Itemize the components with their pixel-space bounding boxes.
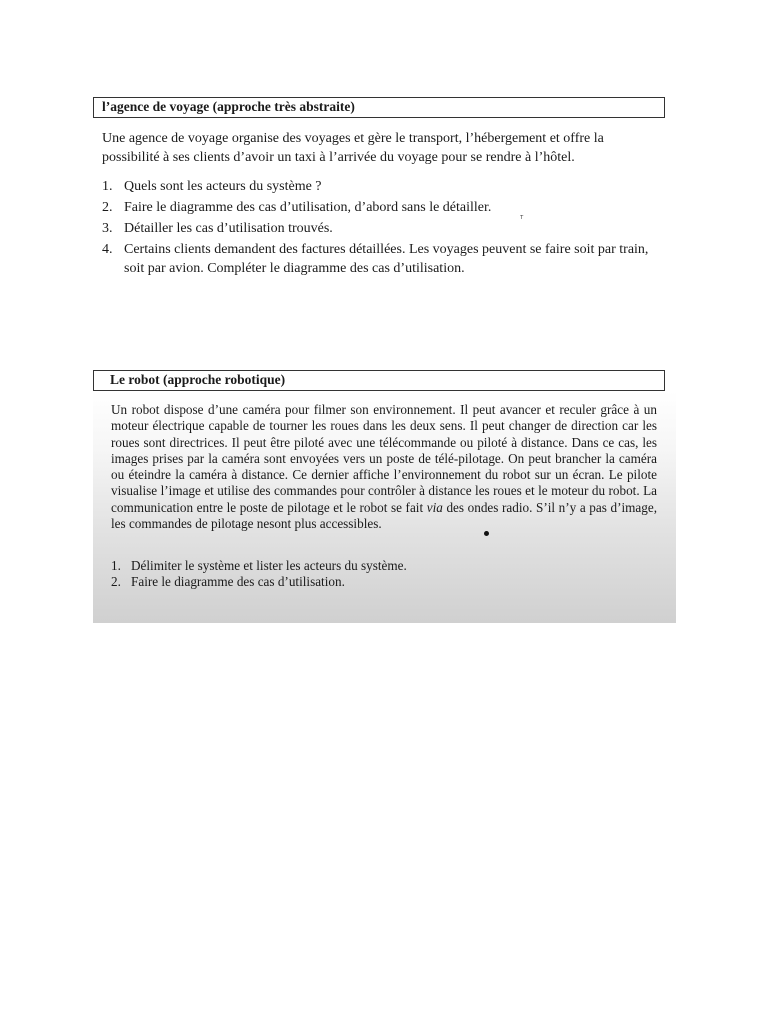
question-number: 4. — [102, 242, 113, 257]
robot-description-italic: via — [426, 499, 443, 515]
travel-agency-description: Une agence de voyage organise des voyages et gère le transport, l’hébergement et offre la possibilité à ses clients d’avoir un taxi à l’arrivée du voyage pour se rendre à l’hôtel. — [102, 131, 604, 165]
question-text: Détailler les cas d’utilisation trouvés. — [124, 221, 333, 236]
section-title-travel-agency: l’agence de voyage (approche très abstraite) — [93, 97, 665, 118]
robot-description-part2: des ondes radio. S’il n’y a pas d’image, les commandes de pilotage nesont plus accessibles. — [111, 499, 657, 532]
bullet-dot — [484, 531, 489, 536]
question-text: Quels sont les acteurs du système ? — [124, 179, 322, 194]
section-title-robot: Le robot (approche robotique) — [93, 370, 665, 391]
question-text: Faire le diagramme des cas d’utilisation. — [131, 574, 345, 589]
question-text: Délimiter le système et lister les acteurs du système. — [131, 558, 407, 573]
question-item — [102, 240, 662, 278]
question-number: 3. — [102, 221, 113, 236]
travel-agency-questions — [102, 177, 662, 280]
question-item — [102, 177, 662, 196]
robot-description — [111, 402, 657, 532]
question-item — [102, 219, 662, 238]
question-number: 2. — [111, 574, 121, 589]
question-number: 2. — [102, 200, 113, 215]
question-number: 1. — [102, 179, 113, 194]
question-number: 1. — [111, 558, 121, 573]
robot-questions — [111, 558, 651, 590]
robot-description-part1: Un robot dispose d’une caméra pour filmer son environnement. Il peut avancer et reculer grâce à un moteur électrique capable de tourner les roues dans les deux sens. Il peut changer de direction car les roues sont directrices. Il peut être piloté avec une télécommande ou piloté à distance. Dans ce cas, les images prises par la caméra sont envoyées vers un poste de télé-pilotage. On peut brancher la caméra ou éteindre la caméra à distance. Ce dernier affiche l’environnement du robot sur un écran. Le pilote visualise l’image et utilise des commandes pour contrôler à distance les roues et le moteur du robot. La communication entre le poste de pilotage et le robot se fait — [111, 402, 657, 515]
question-item — [111, 574, 651, 590]
question-item — [102, 198, 662, 217]
question-text: Faire le diagramme des cas d’utilisation, d’abord sans le détailler. — [124, 200, 492, 215]
stray-mark: ᵀ — [520, 214, 524, 223]
question-item — [111, 558, 651, 574]
question-text: Certains clients demandent des factures détaillées. Les voyages peuvent se faire soit par train, soit par avion. Compléter le diagramme des cas d’utilisation. — [124, 242, 649, 276]
